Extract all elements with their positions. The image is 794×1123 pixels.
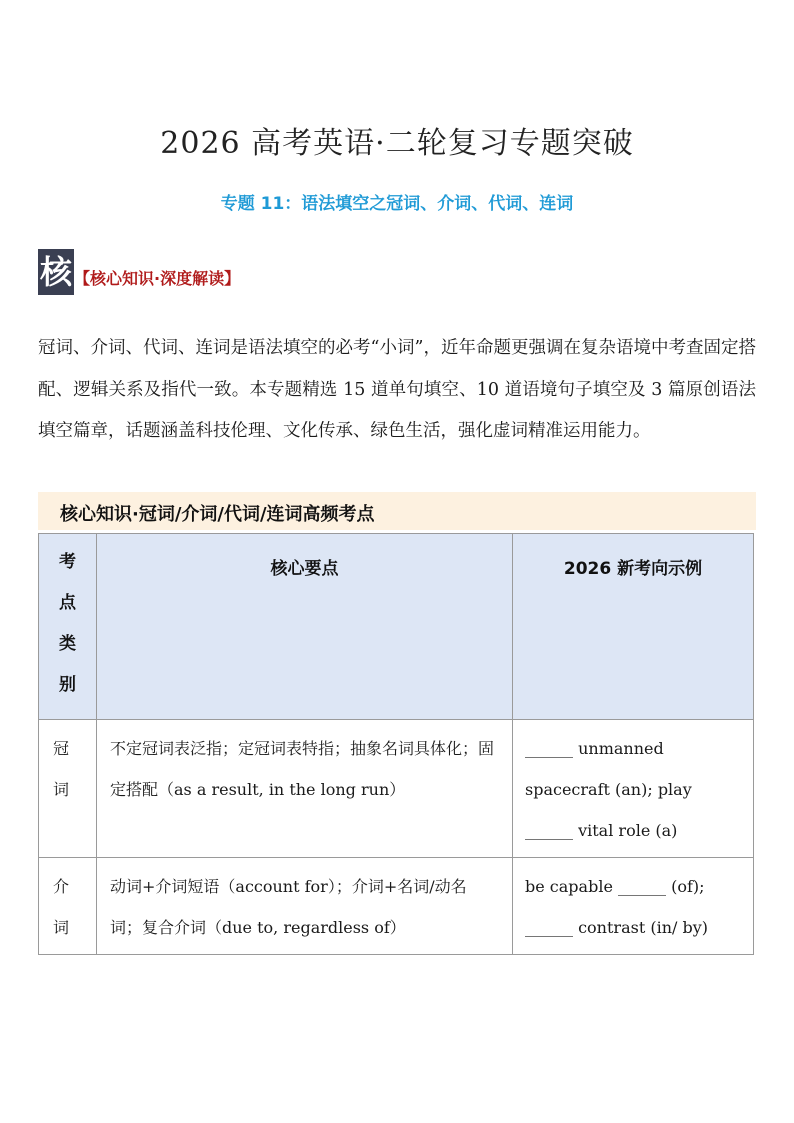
header-category-label: 考点类别 <box>59 552 76 695</box>
header-example <box>513 534 754 720</box>
header-points <box>97 534 513 720</box>
row-example-cell <box>513 720 754 858</box>
table-header-row <box>39 534 754 720</box>
header-example-label: 2026 新考向示例 <box>563 559 703 579</box>
row-category: 冠词 <box>53 739 70 799</box>
section-title: 核心知识·冠词/介词/代词/连词高频考点 <box>60 504 375 525</box>
row-category: 介词 <box>53 877 70 937</box>
intro-paragraph: 冠词、介词、代词、连词是语法填空的必考“小词”，近年命题更强调在复杂语境中考查固定搭配、逻辑关系及指代一致。本专题精选 15 道单句填空、10 道语境句子填空及 3 篇原创语法填空篇章，话题涵盖科技伦理、文化传承、绿色生活，强化虚词精准运用能力。 <box>38 338 756 441</box>
row-example: ______ unmanned spacecraft (an); play ______ vital role (a) <box>525 739 692 840</box>
row-category-cell <box>39 720 97 858</box>
section-header-bar <box>38 492 756 530</box>
header-category <box>39 534 97 720</box>
row-points: 动词+介词短语（account for）；介词+名词/动名词；复合介词（due to, regardless of） <box>110 877 467 937</box>
document-subtitle: 专题 11：语法填空之冠词、介词、代词、连词 <box>220 194 574 214</box>
document-title: 2026 高考英语·二轮复习专题突破 <box>160 126 634 161</box>
core-section-label: 【核心知识·深度解读】 <box>74 269 241 288</box>
row-points-cell <box>97 858 513 955</box>
row-points-cell <box>97 720 513 858</box>
row-category-cell <box>39 858 97 955</box>
knowledge-table <box>38 533 754 955</box>
core-badge-icon: 核 <box>38 249 74 295</box>
row-example-cell <box>513 858 754 955</box>
header-points-label: 核心要点 <box>270 559 339 579</box>
table-row <box>39 720 754 858</box>
table-row <box>39 858 754 955</box>
row-points: 不定冠词表泛指；定冠词表特指；抽象名词具体化；固定搭配（as a result, in the long run） <box>110 739 495 799</box>
row-example: be capable ______ (of); ______ contrast (in/ by) <box>525 877 708 937</box>
